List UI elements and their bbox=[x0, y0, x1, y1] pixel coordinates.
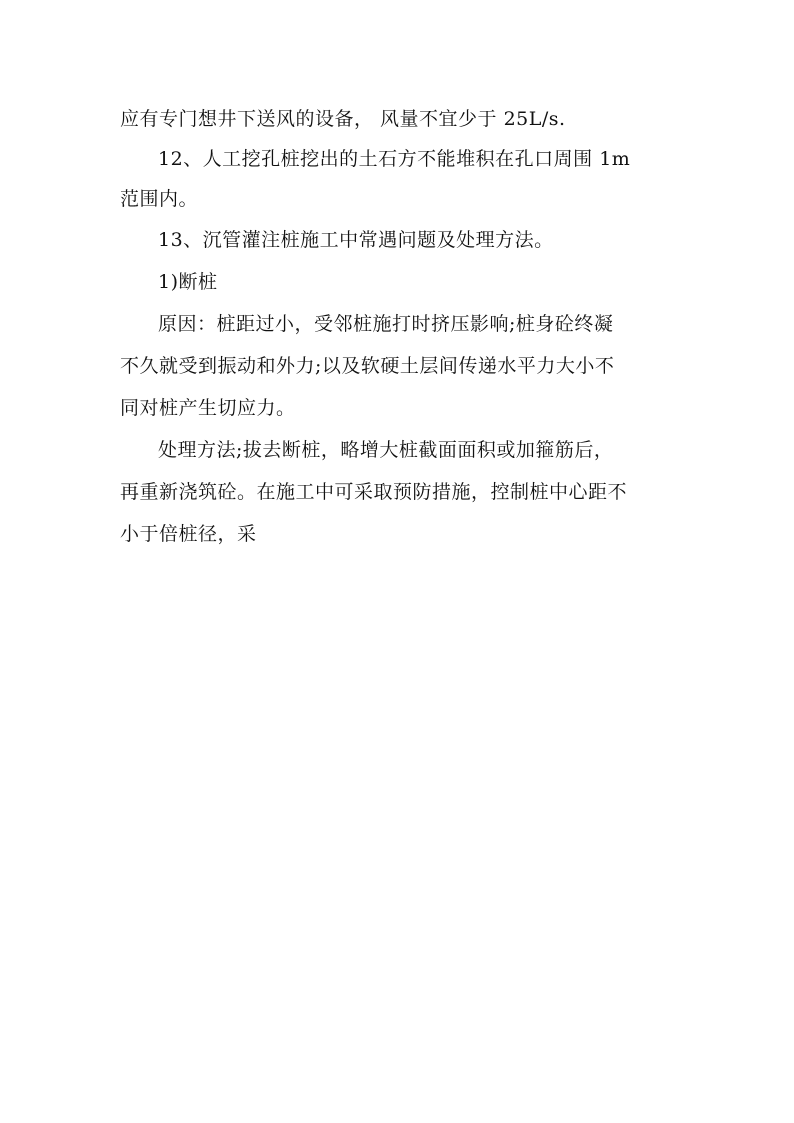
text-line-treatment: 处理方法;拔去断桩，略增大桩截面面积或加箍筋后， bbox=[158, 439, 614, 461]
text-line-treatment-cont-1: 再重新浇筑砼。在施工中可采取预防措施，控制桩中心距不 bbox=[120, 481, 628, 503]
text-line-cause-cont-1: 不久就受到振动和外力;以及软硬土层间传递水平力大小不 bbox=[120, 355, 615, 377]
text-line-item-13-heading: 13、沉管灌注桩施工中常遇问题及处理方法。 bbox=[158, 229, 554, 251]
text-line-item-12: 12、人工挖孔桩挖出的土石方不能堆积在孔口周围 1m bbox=[158, 148, 631, 170]
text-line-treatment-cont-2: 小于倍桩径，采 bbox=[120, 523, 257, 545]
text-line-cause-cont-2: 同对桩产生切应力。 bbox=[120, 397, 296, 419]
text-line-subheading-broken-pile: 1)断桩 bbox=[158, 271, 218, 293]
text-line-item-12-cont: 范围内。 bbox=[120, 188, 199, 210]
text-line-cause: 原因：桩距过小，受邻桩施打时挤压影响;桩身砼终凝 bbox=[158, 313, 614, 335]
text-line-ventilation: 应有专门想井下送风的设备， 风量不宜少于 25L/s. bbox=[120, 108, 566, 130]
